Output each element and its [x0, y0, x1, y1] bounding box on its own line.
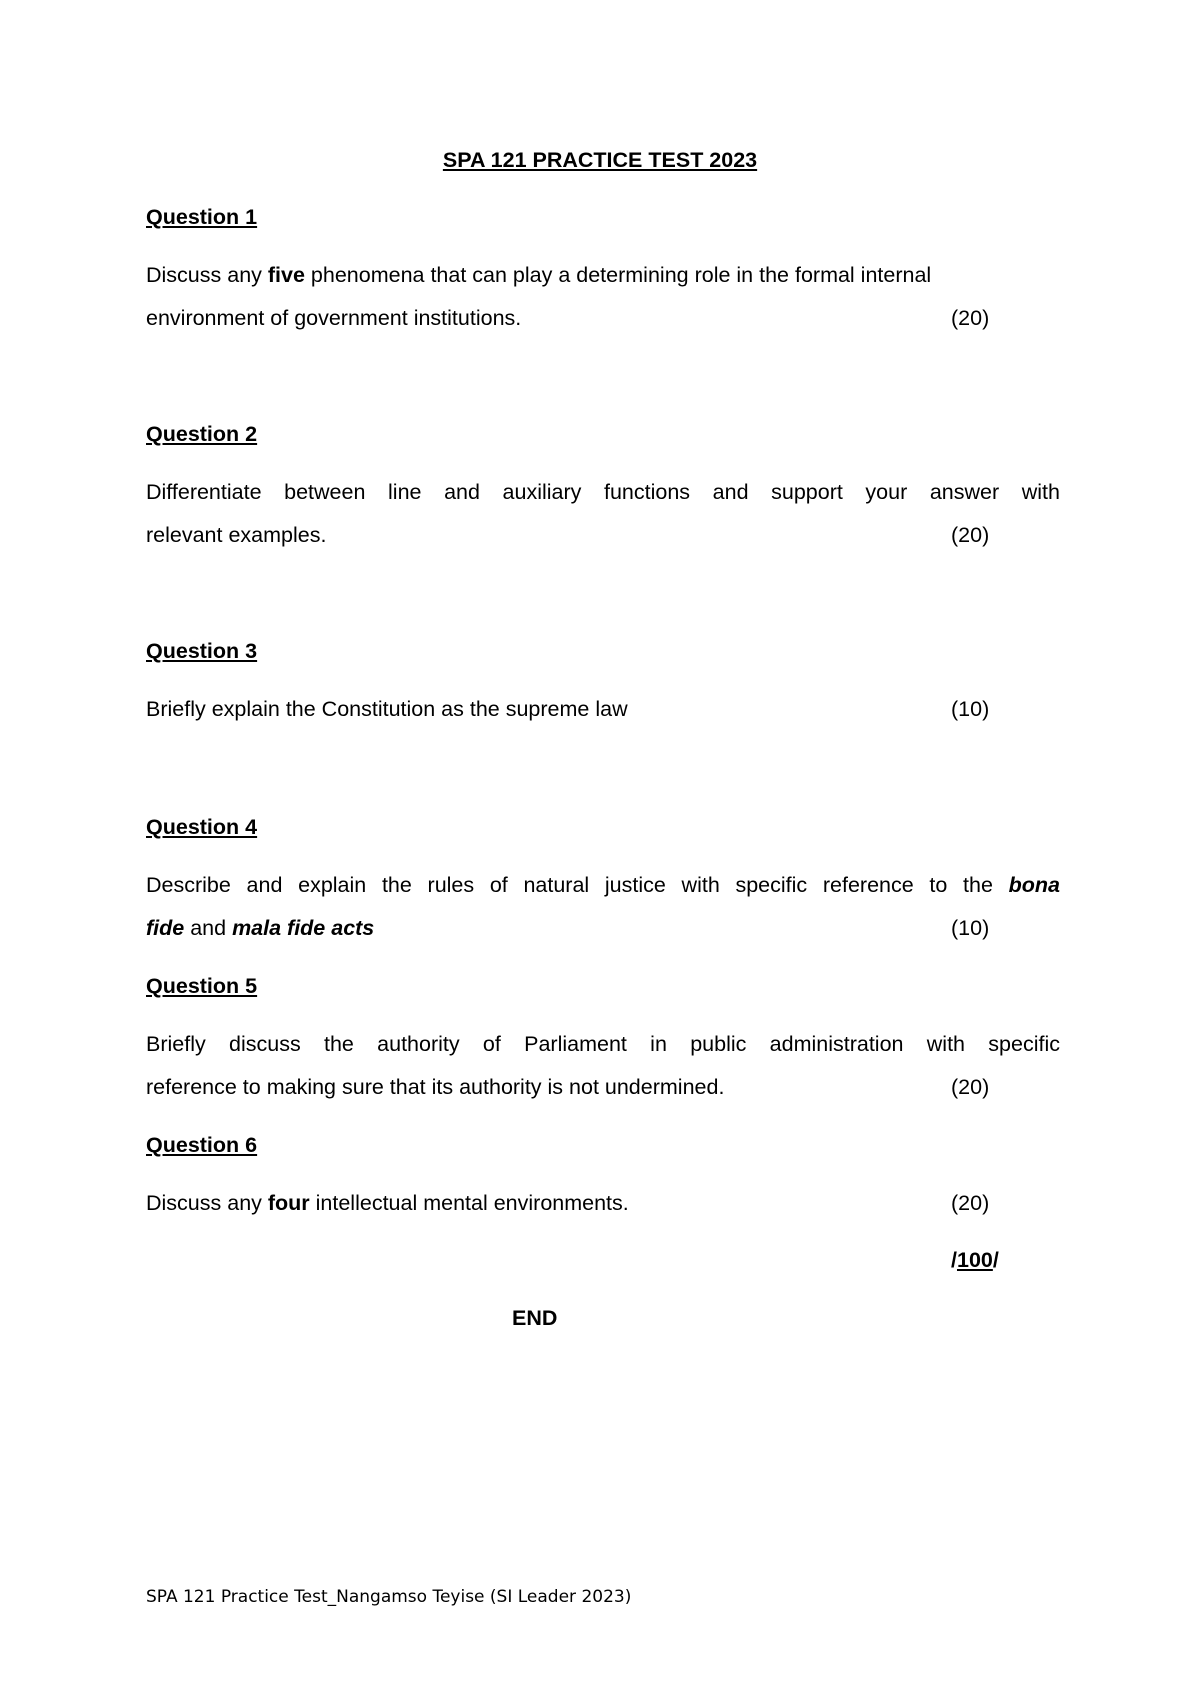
end-label: END: [512, 1306, 558, 1330]
question-1-heading: Question 1: [146, 205, 258, 229]
question-4-heading: Question 4: [146, 815, 258, 839]
question-2-line-1: Differentiate between line and auxiliary functions and support your answer with: [146, 480, 1060, 504]
question-1-marks: (20): [951, 306, 990, 330]
question-2-line-2: relevant examples.: [146, 523, 327, 547]
question-6-heading: Question 6: [146, 1133, 258, 1157]
question-6-marks: (20): [951, 1191, 990, 1215]
question-4-marks: (10): [951, 916, 990, 940]
question-3-line-1: Briefly explain the Constitution as the supreme law: [146, 697, 628, 721]
question-5-marks: (20): [951, 1075, 990, 1099]
question-5-heading: Question 5: [146, 974, 258, 998]
emphasis-fide: fide: [146, 916, 185, 940]
document-title: SPA 121 PRACTICE TEST 2023: [442, 148, 758, 172]
emphasis-bona: bona: [1008, 873, 1060, 897]
question-2-marks: (20): [951, 523, 990, 547]
total-marks: /100/: [951, 1248, 999, 1272]
question-4-line-1: Describe and explain the rules of natural justice with specific reference to the bona: [146, 873, 1060, 897]
question-5-line-1: Briefly discuss the authority of Parliament in public administration with specific: [146, 1032, 1060, 1056]
question-3-text: [146, 688, 1060, 731]
question-6-line-1: Discuss any four intellectual mental environments.: [146, 1191, 629, 1215]
emphasis-four: four: [267, 1191, 310, 1215]
question-1-text: [146, 254, 1060, 340]
question-2-text: [146, 471, 1060, 557]
question-1-line-1: Discuss any five phenomena that can play a determining role in the formal internal: [146, 263, 932, 287]
question-5-line-2: reference to making sure that its authority is not undermined.: [146, 1075, 725, 1099]
total-marks-value: 100: [956, 1248, 993, 1272]
question-4-text: [146, 864, 1060, 950]
question-1-line-2: environment of government institutions.: [146, 306, 522, 330]
question-4-line-2: fide and mala fide acts: [146, 916, 375, 940]
emphasis-five: five: [267, 263, 305, 287]
question-2-heading: Question 2: [146, 422, 258, 446]
page-footer: SPA 121 Practice Test_Nangamso Teyise (SI Leader 2023): [146, 1587, 632, 1607]
question-5-text: [146, 1023, 1060, 1109]
question-6-text: [146, 1182, 1060, 1225]
emphasis-mala-fide-acts: mala fide acts: [232, 916, 375, 940]
question-3-heading: Question 3: [146, 639, 258, 663]
question-3-marks: (10): [951, 697, 990, 721]
